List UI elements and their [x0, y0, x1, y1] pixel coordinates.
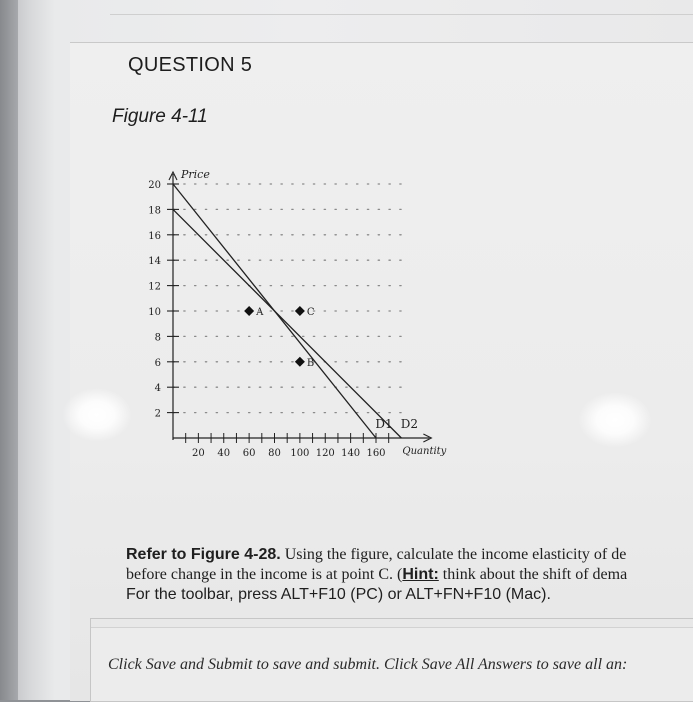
question-line-1 [126, 545, 693, 565]
y-tick-label: 20 [148, 180, 161, 191]
point-c-marker [295, 306, 305, 316]
series-d2-label: D2 [400, 417, 419, 431]
screen-glare-right [578, 392, 652, 448]
y-tick-label: 10 [148, 307, 161, 318]
question-text [126, 545, 693, 605]
y-axis-label: Price [181, 168, 210, 181]
point-a-marker [244, 306, 254, 316]
x-tick-label: 60 [242, 448, 256, 459]
figure-title: Figure 4-11 [112, 106, 208, 127]
x-tick-label: 80 [268, 448, 281, 459]
submit-instructions: Click Save and Submit to save and submit. Click Save All Answers to save all an: [108, 656, 628, 673]
x-tick-label: 120 [315, 448, 335, 459]
demand-chart [128, 160, 468, 470]
point-b-marker [295, 357, 305, 367]
question-title: QUESTION 5 [128, 54, 253, 76]
y-tick-label: 18 [148, 205, 161, 217]
x-axis-label: Quantity [402, 446, 447, 457]
y-tick-label: 16 [148, 230, 161, 242]
x-tick-label: 160 [366, 448, 386, 459]
question-line-2 [126, 565, 693, 585]
x-tick-label: 100 [290, 448, 310, 459]
series-d2-line [173, 209, 401, 438]
x-tick-label: 140 [341, 448, 361, 459]
question-line-2-text: before change in the income is at point C. ( [126, 566, 403, 583]
top-divider [110, 14, 693, 15]
screen-glare-left [62, 388, 132, 442]
figure-reference: Refer to Figure 4-28. [126, 546, 281, 563]
y-tick-label: 4 [154, 383, 161, 395]
toolbar-hint: For the toolbar, press ALT+F10 (PC) or ALT+FN+F10 (Mac). [126, 586, 551, 603]
question-line-1-text: Using the figure, calculate the income elasticity of de [280, 546, 627, 563]
hint-label: Hint: [402, 566, 439, 583]
screen-edge [0, 0, 18, 700]
y-tick-label: 12 [148, 281, 161, 293]
question-line-2-rest: think about the shift of dema [438, 566, 628, 583]
series-d1-label: D1 [375, 417, 393, 431]
point-b-label: B [306, 357, 315, 369]
chart-grid [173, 184, 409, 413]
y-tick-label: 8 [154, 332, 161, 344]
y-tick-label: 2 [154, 408, 161, 420]
x-tick-label: 20 [192, 448, 205, 459]
point-c-label: C [306, 307, 315, 318]
point-a-label: A [256, 307, 264, 318]
editor-toolbar[interactable] [91, 619, 693, 628]
y-tick-label: 14 [148, 256, 161, 268]
y-tick-label: 6 [154, 357, 161, 369]
x-tick-label: 40 [217, 448, 231, 459]
